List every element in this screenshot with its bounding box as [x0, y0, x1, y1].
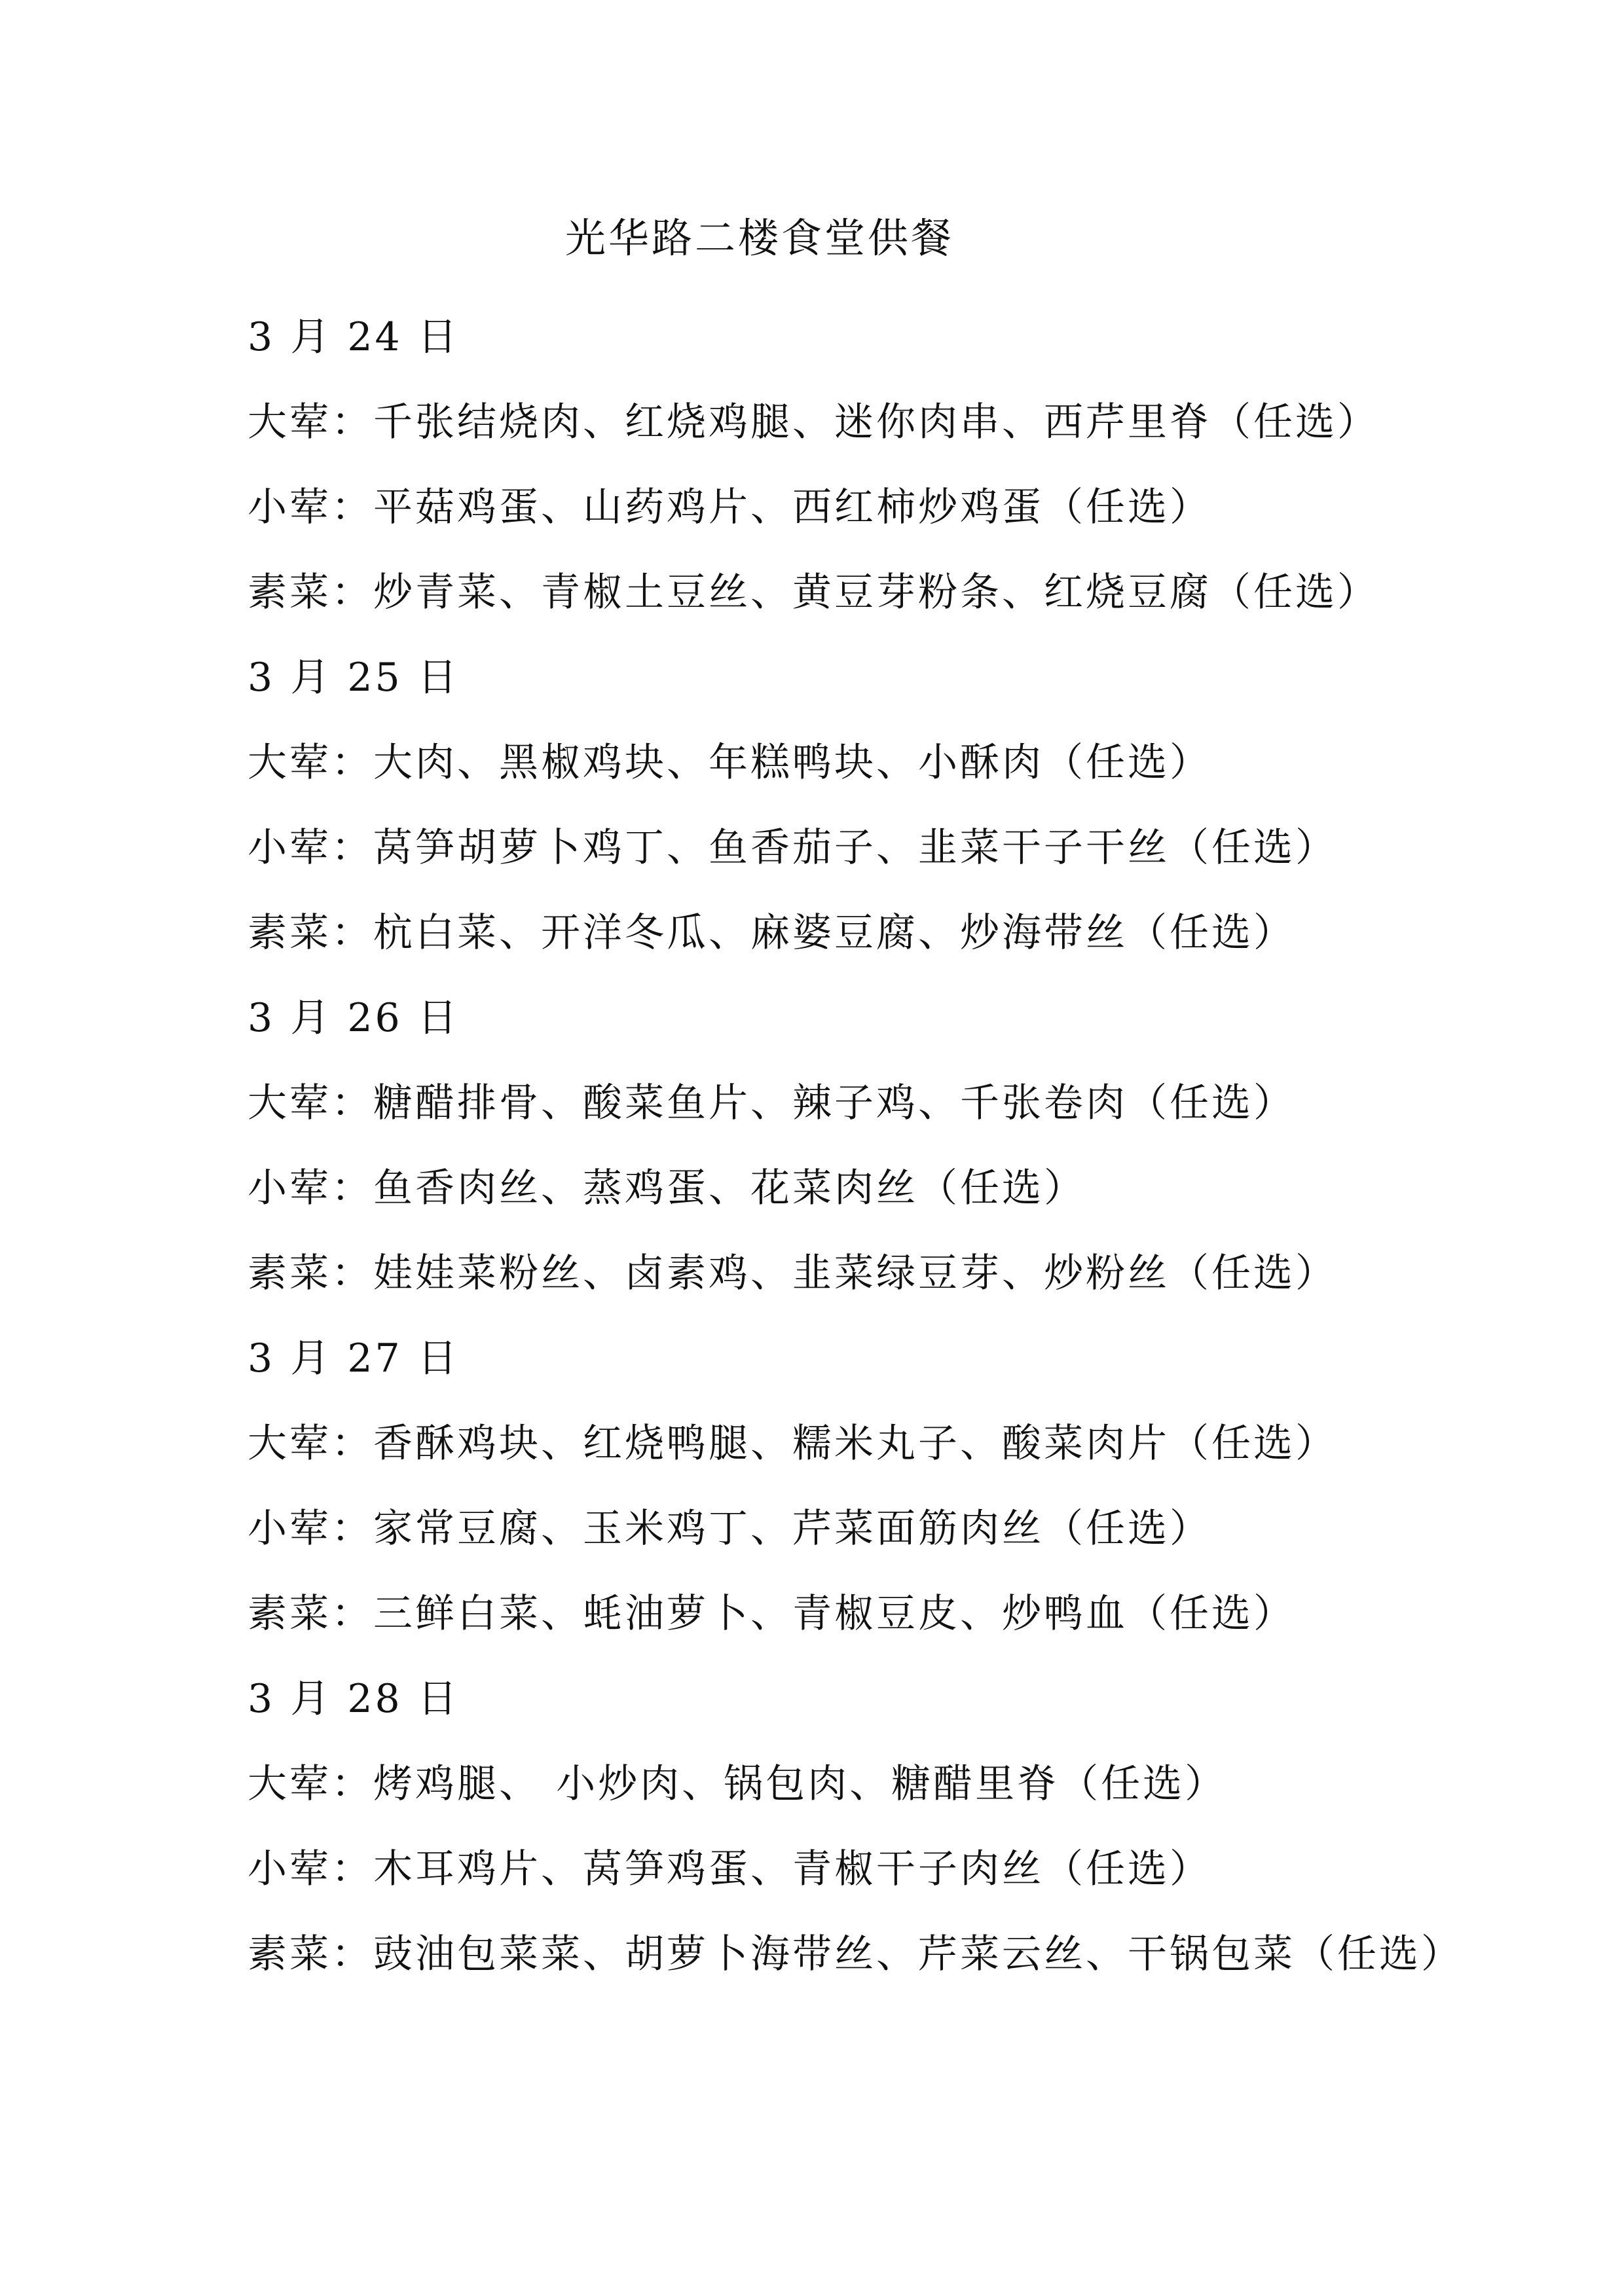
day-section — [248, 975, 1492, 1316]
major-meat-line: 大荤：烤鸡腿、 小炒肉、锅包肉、糖醋里脊（任选） — [248, 1761, 1227, 1807]
day-section — [248, 1316, 1492, 1656]
day-date: 3 月 24 日 — [248, 314, 460, 360]
minor-meat-line: 小荤：家常豆腐、玉米鸡丁、芹菜面筋肉丝（任选） — [248, 1506, 1211, 1552]
day-date: 3 月 25 日 — [248, 655, 460, 701]
major-meat-line: 大荤：糖醋排骨、酸菜鱼片、辣子鸡、千张卷肉（任选） — [248, 1080, 1295, 1126]
major-meat-line: 大荤：千张结烧肉、红烧鸡腿、迷你肉串、西芹里脊（任选） — [248, 399, 1379, 445]
vegetable-line: 素菜：杭白菜、开洋冬瓜、麻婆豆腐、炒海带丝（任选） — [248, 910, 1295, 956]
minor-meat-line: 小荤：莴笋胡萝卜鸡丁、鱼香茄子、韭菜干子干丝（任选） — [248, 825, 1337, 871]
minor-meat-line: 小荤：木耳鸡片、莴笋鸡蛋、青椒干子肉丝（任选） — [248, 1846, 1211, 1892]
day-section — [248, 1656, 1492, 1997]
minor-meat-line: 小荤：平菇鸡蛋、山药鸡片、西红柿炒鸡蛋（任选） — [248, 484, 1211, 530]
page-title: 光华路二楼食堂供餐 — [564, 214, 954, 262]
day-section — [248, 635, 1492, 975]
minor-meat-line: 小荤：鱼香肉丝、蒸鸡蛋、花菜肉丝（任选） — [248, 1165, 1086, 1211]
day-date: 3 月 28 日 — [248, 1676, 460, 1722]
day-section — [248, 295, 1492, 635]
menu-list — [248, 295, 1492, 1997]
day-date: 3 月 27 日 — [248, 1336, 460, 1381]
vegetable-line: 素菜：娃娃菜粉丝、卤素鸡、韭菜绿豆芽、炒粉丝（任选） — [248, 1250, 1337, 1296]
vegetable-line: 素菜：豉油包菜菜、胡萝卜海带丝、芹菜云丝、干锅包菜（任选） — [248, 1931, 1463, 1977]
major-meat-line: 大荤：香酥鸡块、红烧鸭腿、糯米丸子、酸菜肉片（任选） — [248, 1421, 1337, 1467]
vegetable-line: 素菜：三鲜白菜、蚝油萝卜、青椒豆皮、炒鸭血（任选） — [248, 1591, 1295, 1637]
vegetable-line: 素菜：炒青菜、青椒土豆丝、黄豆芽粉条、红烧豆腐（任选） — [248, 570, 1379, 615]
major-meat-line: 大荤：大肉、黑椒鸡块、年糕鸭块、小酥肉（任选） — [248, 740, 1211, 786]
day-date: 3 月 26 日 — [248, 995, 460, 1041]
